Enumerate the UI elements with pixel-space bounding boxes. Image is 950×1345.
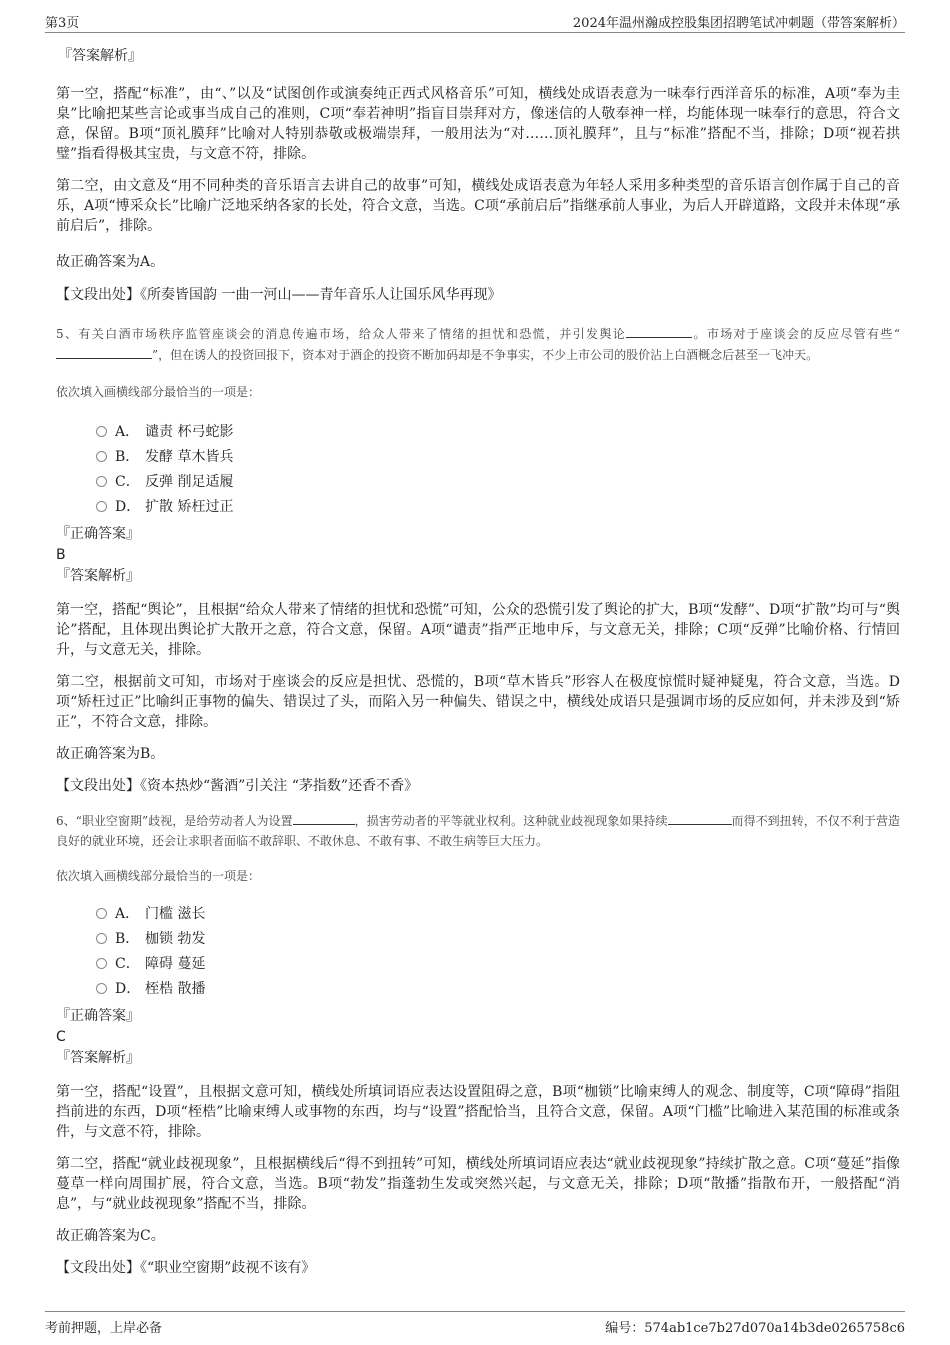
page-header — [45, 10, 905, 33]
option-b[interactable]: B． 枷锁 勃发 — [96, 927, 900, 952]
option-c[interactable]: C． 反弹 削足适履 — [96, 470, 900, 495]
radio-icon[interactable] — [96, 426, 107, 437]
document-id: 编号：574ab1ce7b27d070a14b3de0265758c6 — [605, 1321, 905, 1336]
radio-icon[interactable] — [96, 476, 107, 487]
document-body — [56, 46, 900, 1278]
question-text: 有关白酒市场秩序监管座谈会的消息传遍市场，给众人带来了情绪的担忧和恐慌，并引发舆论 — [78, 327, 627, 341]
question-text: ，损害劳动者的平等就业权利。这种就业歧视现象如果持续 — [354, 814, 668, 828]
options-list — [96, 420, 900, 520]
answer-blank — [293, 810, 355, 825]
analysis-paragraph: 第二空，根据前文可知，市场对于座谈会的反应是担忧、恐慌的，B项“草木皆兵”形容人在极度惊慌时疑神疑鬼，符合文意，当选。D项“矫枉过正”比喻纠正事物的偏失、错误过了头，而陷入另一种偏失、错误之中，横线处成语只是强调市场的反应如何，并未涉及到“矫正”，不符合文意，排除。 — [56, 674, 900, 730]
question-prompt: 依次填入画横线部分最恰当的一项是： — [56, 385, 261, 399]
options-list — [96, 902, 900, 1002]
answer-blank — [56, 344, 152, 359]
page-number: 第3页 — [45, 16, 80, 31]
radio-icon[interactable] — [96, 983, 107, 994]
question-5 — [56, 323, 900, 365]
question-6 — [56, 810, 900, 851]
document-title: 2024年温州瀚成控股集团招聘笔试冲刺题（带答案解析） — [572, 16, 905, 31]
analysis-tag: 『答案解析』 — [58, 48, 142, 64]
radio-icon[interactable] — [96, 908, 107, 919]
answer-blank — [626, 323, 692, 338]
analysis-tag: 『答案解析』 — [56, 568, 140, 584]
analysis-paragraph: 第一空，搭配“设置”，且根据文意可知，横线处所填词语应表达设置阻碍之意，B项“枷锁”比喻束缚人的观念、制度等，C项“障碍”指阻挡前进的东西，D项“桎梏”比喻束缚人或事物的东西，均与“设置”搭配恰当，且符合文意，保留。A项“门槛”比喻进入某范围的标准或条件，与文意不符，排除。 — [56, 1084, 900, 1140]
conclusion: 故正确答案为C。 — [56, 1228, 165, 1244]
conclusion: 故正确答案为A。 — [56, 254, 165, 270]
analysis-tag: 『答案解析』 — [56, 1050, 140, 1066]
option-b[interactable]: B． 发酵 草木皆兵 — [96, 445, 900, 470]
question-text: “职业空窗期”歧视，是给劳动者人为设置 — [75, 814, 293, 828]
page-footer — [45, 1311, 905, 1336]
question-text: 而得不到扭转，不仅不利于营造良好的就业环境，还会让求职者面临不敢辞职、不敢休息、不敢有事、不敢生病等巨大压力。 — [56, 814, 900, 848]
correct-answer-tag: 『正确答案』 — [56, 526, 140, 542]
radio-icon[interactable] — [96, 501, 107, 512]
analysis-paragraph: 第一空，搭配“舆论”，且根据“给众人带来了情绪的担忧和恐慌”可知，公众的恐慌引发了舆论的扩大，B项“发酵”、D项“扩散”均可与“舆论”搭配，且体现出舆论扩大散开之意，符合文意，保留。A项“谴责”指严正地申斥，与文意无关，排除；C项“反弹”比喻价格、行情回升，与文意无关，排除。 — [56, 602, 900, 658]
radio-icon[interactable] — [96, 958, 107, 969]
answer-blank — [668, 810, 732, 825]
option-a[interactable]: A． 谴责 杯弓蛇影 — [96, 420, 900, 445]
option-a[interactable]: A． 门槛 滋长 — [96, 902, 900, 927]
correct-answer: C — [56, 1029, 66, 1045]
source-citation: 【文段出处】《所奏皆国韵 一曲一河山——青年音乐人让国乐风华再现》 — [56, 287, 502, 303]
radio-icon[interactable] — [96, 451, 107, 462]
option-d[interactable]: D． 桎梏 散播 — [96, 977, 900, 1002]
question-number: 5、 — [56, 327, 79, 341]
question-prompt: 依次填入画横线部分最恰当的一项是： — [56, 869, 261, 883]
source-citation: 【文段出处】《“职业空窗期”歧视不该有》 — [56, 1260, 316, 1276]
analysis-paragraph: 第一空，搭配“标准”，由“、”以及“试图创作或演奏纯正西式风格音乐”可知，横线处成语表意为一味奉行西洋音乐的标准，A项“奉为圭臬”比喻把某些言论或事当成自己的准则，C项“奉若神明”指盲目崇拜对方，像迷信的人敬奉神一样，均能体现一味奉行的意思，符合文意，保留。B项“顶礼膜拜”比喻对人特别恭敬或极端崇拜，一般用法为“对……顶礼膜拜”，且与“标准”搭配不当，排除；D项“视若拱璧”指看得极其宝贵，与文意不符，排除。 — [56, 86, 900, 162]
option-d[interactable]: D． 扩散 矫枉过正 — [96, 495, 900, 520]
analysis-paragraph: 第二空，由文意及“用不同种类的音乐语言去讲自己的故事”可知，横线处成语表意为年轻人采用多种类型的音乐语言创作属于自己的音乐，A项“博采众长”比喻广泛地采纳各家的长处，符合文意，当选。C项“承前启后”指继承前人事业，为后人开辟道路，文段并未体现“承前启后”，排除。 — [56, 178, 900, 234]
option-c[interactable]: C． 障碍 蔓延 — [96, 952, 900, 977]
question-text: ”，但在诱人的投资回报下，资本对于酒企的投资不断加码却是不争事实，不少上市公司的股价沾上白酒概念后甚至一飞冲天。 — [152, 348, 819, 362]
conclusion: 故正确答案为B。 — [56, 746, 165, 762]
footer-slogan: 考前押题，上岸必备 — [45, 1321, 163, 1336]
analysis-paragraph: 第二空，搭配“就业歧视现象”，且根据横线后“得不到扭转”可知，横线处所填词语应表达“就业歧视现象”持续扩散之意。C项“蔓延”指像蔓草一样向周围扩展，符合文意，当选。B项“勃发”指蓬勃生发或突然兴起，与文意无关，排除；D项“散播”指散布开，一般搭配“消息”，与“就业歧视现象”搭配不当，排除。 — [56, 1156, 900, 1212]
question-number: 6、 — [56, 814, 76, 828]
question-text: 。市场对于座谈会的反应尽管有些“ — [692, 327, 900, 341]
source-citation: 【文段出处】《资本热炒“酱酒”引关注 “茅指数”还香不香》 — [56, 778, 419, 794]
correct-answer-tag: 『正确答案』 — [56, 1008, 140, 1024]
radio-icon[interactable] — [96, 933, 107, 944]
correct-answer: B — [56, 547, 66, 563]
